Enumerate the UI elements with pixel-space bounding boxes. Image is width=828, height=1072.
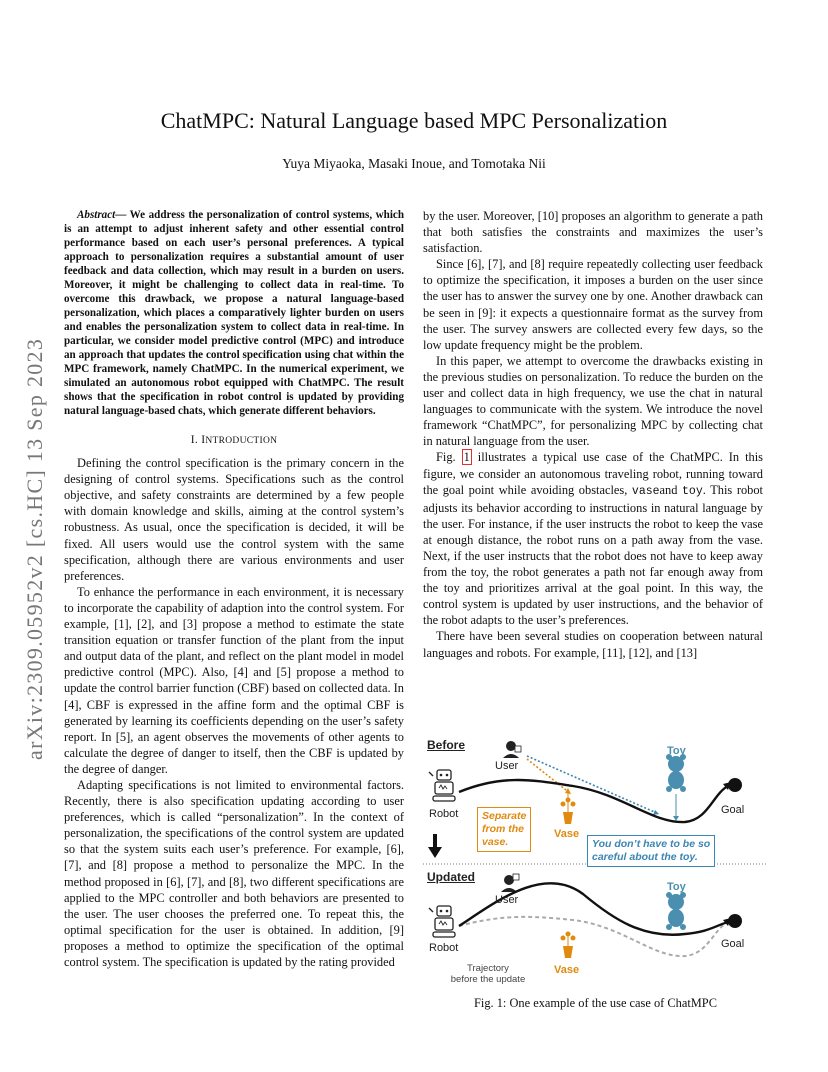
user-icon [501, 874, 519, 892]
section-initial: I [201, 434, 206, 446]
user-icon [503, 741, 521, 758]
text-run: Fig. [436, 450, 462, 465]
note-line: careful about the toy. [592, 851, 698, 863]
paragraph: In this paper, we attempt to overcome the drawbacks existing in the previous studies on personalization. To reduce the burden on the user and collect data in high frequency, we use the chat in natural languages to communicate with the system. We introduce the novel framework “ChatMPC”, for personalizing MPC by collecting chat in natural language from the user. [423, 353, 763, 449]
figure-1 [423, 734, 768, 989]
code-toy: toy [682, 484, 703, 498]
label-goal: Goal [721, 804, 745, 816]
vase-icon [561, 932, 576, 959]
label-trajectory-before [443, 963, 533, 985]
label-user: User [495, 894, 519, 906]
note-toy-careful [587, 835, 715, 867]
paragraph: Since [6], [7], and [8] require repeatedly collecting user feedback to optimize the specification, it imposes a burden on the user since the user has to answer the survey one by one. Another drawback can be seen in [9]: it expects a questionnaire format as the survey from the user. The survey answers are collected every few days, so the low update frequency might be the problem. [423, 257, 763, 352]
label-updated: Updated [427, 870, 475, 884]
right-column [423, 208, 763, 661]
goal-marker [728, 914, 742, 928]
robot-icon [429, 770, 455, 801]
label-toy: Toy [667, 745, 686, 757]
abstract [64, 208, 404, 418]
toy-bear-icon [666, 754, 686, 792]
text-run: illustrates a typical use case of the ChatMPC. In this figure, we consider an autonomous traveling robot, running toward the goal point while avoiding obstacles, [423, 450, 763, 497]
figure-caption: Fig. 1: One example of the use case of ChatMPC [474, 996, 717, 1010]
label-user: User [495, 760, 519, 772]
abstract-label: Abstract [77, 209, 116, 221]
note-line: You don’t have to be so [592, 838, 711, 850]
label-goal: Goal [721, 938, 745, 950]
arxiv-identifier: arXiv:2309.05952v2 [cs.HC] 13 Sep 2023 [22, 337, 47, 760]
robot-path-updated [459, 883, 728, 935]
label-before: Before [427, 738, 466, 752]
section-number: I. [190, 434, 202, 446]
text-run: and [659, 482, 683, 497]
note-line: Separate [482, 810, 527, 822]
note-line: vase. [482, 836, 509, 848]
label-robot: Robot [429, 808, 459, 820]
label-line: before the update [450, 974, 526, 985]
paper-authors: Yuya Miyaoka, Masaki Inoue, and Tomotaka Nii [282, 156, 546, 171]
label-vase: Vase [554, 964, 580, 976]
instruction-arrow-toy [527, 756, 659, 814]
vase-icon [561, 798, 576, 825]
paragraph: There have been several studies on cooperation between natural languages and robots. For example, [11], [12], and [13] [423, 629, 763, 660]
paragraph: To enhance the performance in each environment, it is necessary to incorporate the capability of adaption into the control system. For example, [1], [2], and [3] propose a method to estimate the state transition equation or transfer function of the plant from the input and output data of the plant, and reflect on the plant model in model predictive control (MPC). Also, [4] and [5] propose a method to update the control barrier function (CBF) based on collected data. In [4], CBF is expressed in the affine form and the optimal CBF is generated by learning its coefficients depending on the user’s safety report. In [5], an agent observes the movements of other agents to calculate the degree of danger to itself, then the CBF is updated by the degree of danger. [64, 584, 404, 776]
note-separate-vase [477, 807, 531, 852]
abstract-text: — We address the personalization of control systems, which is an attempt to adjust inherent safety and other essential control performance based on each user’s personal preferences. A typical approach to personalization requires a substantial amount of user feedback and data collection, which may result in a burden on users. Moreover, it might be challenging to collect data in real-time. To overcome this drawback, we propose a natural language-based personalization, which places a comparatively lighter burden on users and enables the personalization system to collect data in real-time. In particular, we consider model predictive control (MPC) and introduce an approach that updates the control specification using chat within the MPC framework, namely ChatMPC. In the numerical experiment, we simulated an autonomous robot equipped with ChatMPC. The result shows that the specification in robot control is updated by providing natural language-based chats, which generate different behaviors. [64, 209, 404, 417]
paragraph: Adapting specifications is not limited to environmental factors. Recently, there is also specification updating according to user preferences, which is called “personalization”. In the context of personalization, the specifications of the control system are updated so that the system suits each user’s preference. For example, [6], [7], and [8] propose a method to personalize the MPC. In the method proposed in [6], [7], and [8], two different specifications are applied to the MPC controller and both behaviors are presented to the user. The user chooses the preferred one. To repeat this, the optimal specification for the user is obtained. In addition, [9] proposes a method to optimize the specification of the optimal control system. The specification is updated by the rating provided [64, 777, 404, 969]
left-column [64, 208, 404, 970]
figure-reference-link[interactable]: 1 [463, 450, 470, 465]
label-toy: Toy [667, 881, 686, 893]
paper-title: ChatMPC: Natural Language based MPC Personalization [160, 108, 668, 133]
paragraph [423, 449, 763, 628]
toy-bear-icon [666, 892, 686, 930]
label-vase: Vase [554, 828, 580, 840]
robot-icon [429, 906, 455, 937]
paragraph: Defining the control specification is the primary concern in the designing of control systems. Specifications such as the control objective, and safety constraints are determined by a few people with domain knowledge and skills, aiming at the control system’s robustness. As usual, once the specification is decided, it will be fixed. All users would use the control system with the same specification, although there are various environments and user preferences. [64, 456, 404, 583]
paragraph: by the user. Moreover, [10] proposes an algorithm to generate a path that both satisfies the constraints and maximizes the user’s satisfaction. [423, 209, 763, 256]
text-run: . This robot adjusts its behavior according to instructions in natural language by the user. For instance, if the user instructs the robot to keep the vase at enough distance, the robot runs on a path away from the vase. Next, if the user instructs that the robot does not have to keep away from the toy, the robot generates a path not far enough away from the toy and prioritizes arrival at the goal point. In this way, the control system is updated by user instructions, and the behavior of the robot adapts to the user’s preferences. [423, 482, 763, 628]
trajectory-before-update [459, 917, 728, 956]
instruction-arrow-vase [527, 759, 571, 794]
label-line: Trajectory [467, 963, 509, 974]
goal-marker [728, 778, 742, 792]
code-vase: vase [631, 484, 660, 498]
note-line: from the [482, 823, 524, 835]
section-rest: NTRODUCTION [205, 436, 278, 446]
section-heading-introduction [64, 432, 404, 449]
label-robot: Robot [429, 942, 459, 954]
